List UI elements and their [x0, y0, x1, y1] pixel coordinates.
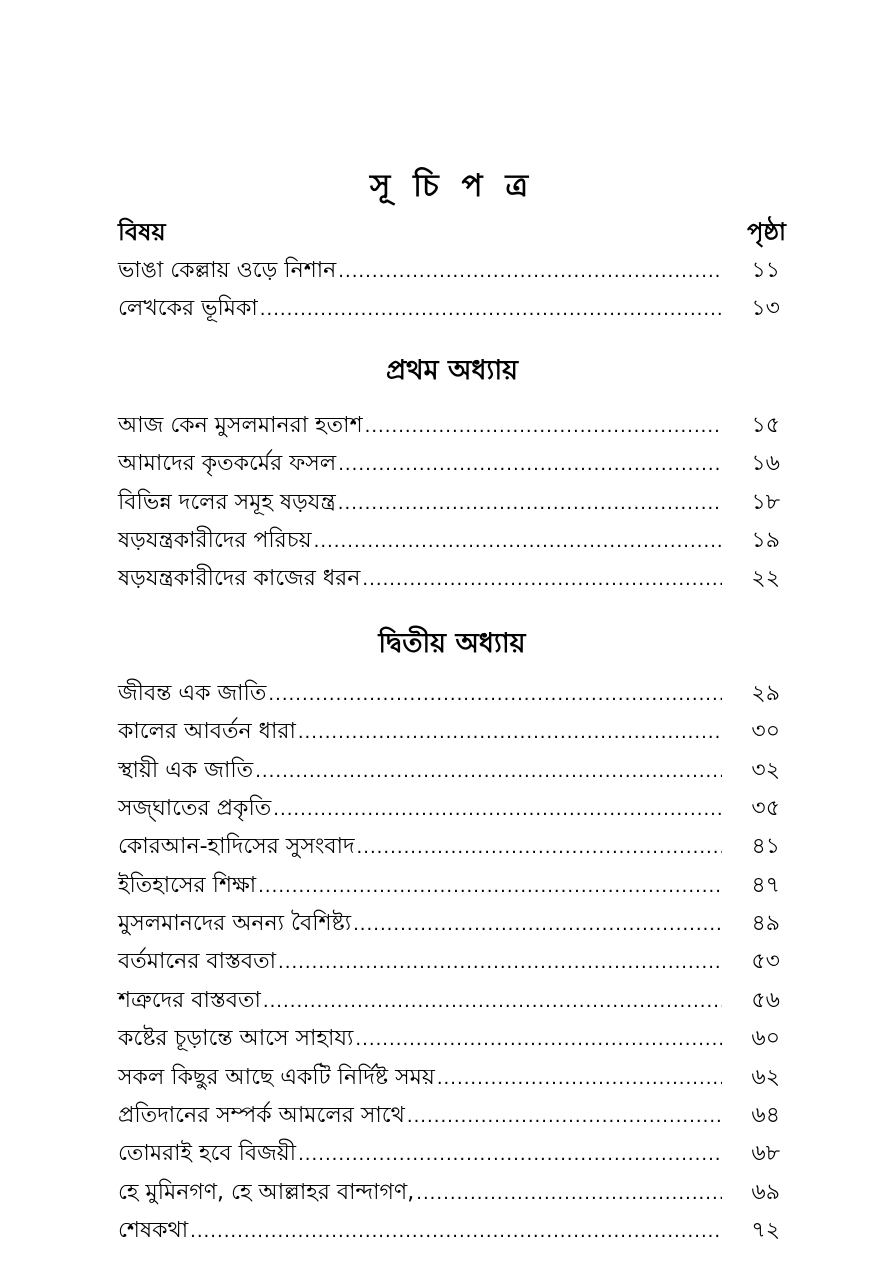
entry-page-number: ৬৯: [751, 1179, 780, 1205]
chapter-title: দ্বিতীয় অধ্যায়: [378, 627, 526, 659]
toc-entry: [118, 905, 786, 943]
entry-page-number: ৪১: [751, 834, 780, 860]
dot-leader: [298, 1136, 722, 1174]
dot-leader: [190, 1213, 722, 1251]
entry-page-number: ১৫: [751, 412, 780, 438]
dot-leader: [365, 408, 722, 446]
entry-label: ষড়যন্ত্রকারীদের কাজের ধরন: [118, 566, 361, 592]
entry-label: আমাদের কৃতকর্মের ফসল: [118, 451, 337, 477]
column-headers: [118, 212, 786, 252]
entry-page-number: ৭২: [751, 1218, 780, 1244]
toc-entry: [118, 252, 786, 290]
entry-page-number: ২২: [751, 566, 780, 592]
dot-leader: [338, 485, 722, 523]
entry-page-number: ৪৭: [751, 872, 780, 898]
entry-page-number: ৬৮: [751, 1141, 780, 1167]
entry-label: কালের আবর্তন ধারা: [118, 719, 296, 745]
entry-label: কোরআন-হাদিসের সুসংবাদ: [118, 834, 355, 860]
toc-entry: [118, 790, 786, 828]
dot-leader: [355, 1021, 722, 1059]
entry-page-number: ১৮: [751, 489, 780, 515]
dot-leader: [407, 1098, 722, 1136]
toc-entry: [118, 1135, 786, 1173]
toc-entry: [118, 1097, 786, 1135]
entry-label: ভাঙা কেল্লায় ওড়ে নিশান: [118, 258, 337, 283]
intro-section: [118, 252, 786, 329]
dot-leader: [416, 1175, 722, 1213]
entry-page-number: ৫৬: [751, 987, 780, 1013]
chapter-title: প্রথম অধ্যায়: [385, 354, 519, 386]
entry-page-number: ৩০: [751, 719, 780, 745]
toc-entry: [118, 675, 786, 713]
toc-entry: [118, 1059, 786, 1097]
entry-label: জীবন্ত এক জাতি: [118, 680, 267, 706]
entry-page-number: ৬৪: [751, 1103, 780, 1129]
entry-label: সকল কিছুর আছে একটি নির্দিষ্ট সময়: [118, 1064, 435, 1090]
dot-leader: [338, 253, 722, 291]
entry-page-number: ৩২: [751, 757, 780, 783]
dot-leader: [273, 791, 722, 829]
toc-entry: [118, 943, 786, 981]
toc-title: সূ চি প ত্র: [369, 168, 535, 204]
entry-page-number: ১৯: [751, 527, 780, 553]
table-of-contents: [118, 160, 786, 1251]
toc-entry: [118, 867, 786, 905]
dot-leader: [362, 561, 722, 599]
dot-leader: [357, 829, 722, 867]
entry-page-number: ১৬: [751, 451, 780, 477]
entry-label: বর্তমানের বাস্তবতা: [118, 949, 276, 975]
entry-label: লেখকের ভূমিকা: [118, 296, 258, 322]
toc-entry: [118, 828, 786, 866]
entry-label: কষ্টের চূড়ান্তে আসে সাহায্য: [118, 1026, 354, 1052]
toc-entry: [118, 1174, 786, 1212]
toc-entry: [118, 1020, 786, 1058]
entry-page-number: ১১: [751, 258, 780, 283]
entry-label: স্থায়ী এক জাতি: [118, 757, 254, 783]
dot-leader: [437, 1060, 722, 1098]
dot-leader: [298, 714, 722, 752]
dot-leader: [338, 446, 722, 484]
dot-leader: [314, 523, 722, 561]
toc-entry: [118, 522, 786, 560]
entry-label: ইতিহাসের শিক্ষা: [118, 872, 257, 898]
toc-entry: [118, 445, 786, 483]
toc-entry: [118, 713, 786, 751]
entry-label: সজ্ঘাতের প্রকৃতি: [118, 795, 272, 821]
entry-page-number: ৬০: [751, 1026, 780, 1052]
toc-entry: [118, 484, 786, 522]
page-header: পৃষ্ঠা: [747, 218, 786, 246]
toc-entry: [118, 290, 786, 328]
entry-page-number: ৫৩: [751, 949, 780, 975]
dot-leader: [255, 753, 722, 791]
entry-page-number: ১৩: [751, 296, 780, 322]
entry-label: ষড়যন্ত্রকারীদের পরিচয়: [118, 527, 312, 553]
toc-entry: [118, 752, 786, 790]
chapter-two: [118, 599, 786, 1251]
toc-entry: [118, 560, 786, 598]
dot-leader: [258, 868, 722, 906]
dot-leader: [260, 291, 722, 329]
entry-label: আজ কেন মুসলমানরা হতাশ: [118, 412, 363, 438]
toc-entry: [118, 1212, 786, 1250]
entry-page-number: ২৯: [751, 680, 780, 706]
toc-entry: [118, 982, 786, 1020]
entry-page-number: ৩৫: [751, 795, 780, 821]
entry-label: শেষকথা: [118, 1218, 189, 1244]
dot-leader: [278, 944, 722, 982]
subject-header: বিষয়: [118, 218, 166, 246]
dot-leader: [353, 906, 722, 944]
entry-page-number: ৬২: [751, 1064, 780, 1090]
entry-label: প্রতিদানের সম্পর্ক আমলের সাথে: [118, 1103, 405, 1129]
entry-label: হে মুমিনগণ, হে আল্লাহর বান্দাগণ,: [118, 1179, 415, 1205]
dot-leader: [263, 983, 722, 1021]
entry-label: তোমরাই হবে বিজয়ী: [118, 1141, 297, 1167]
dot-leader: [268, 676, 722, 714]
entry-label: বিভিন্ন দলের সমূহ ষড়যন্ত্র: [118, 489, 336, 515]
entry-label: শত্রুদের বাস্তবতা: [118, 987, 261, 1013]
entry-page-number: ৪৯: [751, 911, 780, 937]
entry-label: মুসলমানদের অনন্য বৈশিষ্ট্য: [118, 911, 352, 937]
chapter-one: [118, 329, 786, 599]
toc-entry: [118, 407, 786, 445]
